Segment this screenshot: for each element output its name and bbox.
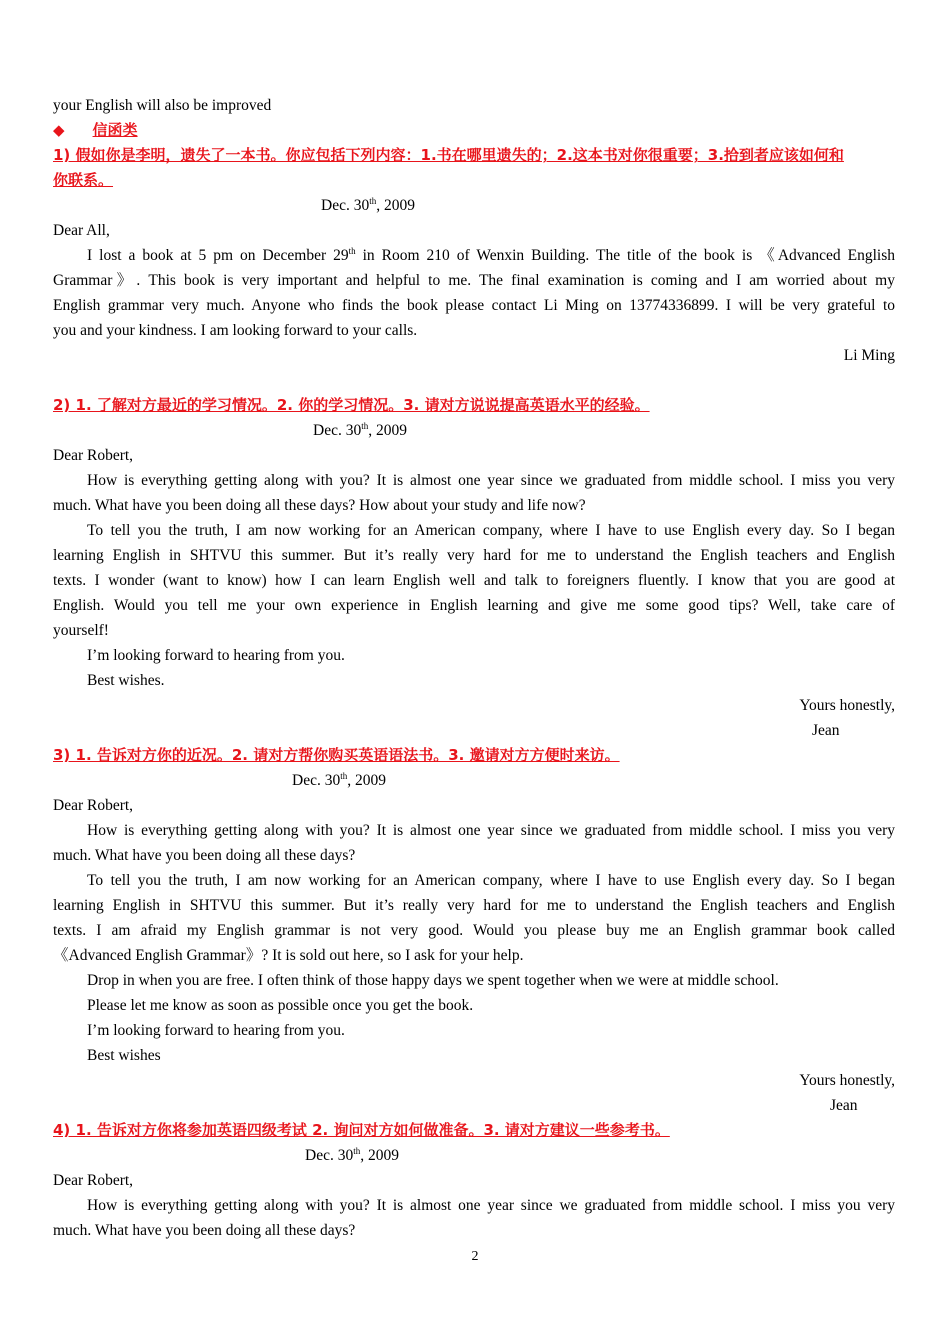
- letter2-paragraph-line: I’m looking forward to hearing from you.: [87, 647, 345, 664]
- section-title: 信函类: [92, 121, 138, 139]
- letter3-paragraph-line: Please let me know as soon as possible once you get the book.: [87, 997, 474, 1014]
- diamond-bullet-icon: ◆: [53, 123, 65, 139]
- letter1-greeting: Dear All,: [53, 222, 110, 239]
- letter2-closing: Best wishes.: [87, 672, 165, 689]
- letter2-greeting: Dear Robert,: [53, 447, 134, 464]
- letter3-closing: Best wishes: [87, 1047, 161, 1064]
- letter1-signature: Li Ming: [843, 347, 895, 364]
- letter4-paragraph-line: How is everything getting along with you? It is almost one year since we graduated from middle school. I miss you very: [87, 1197, 895, 1214]
- letter4-date: Dec. 30th, 2009: [305, 1146, 399, 1164]
- letter1-date: Dec. 30th, 2009: [321, 196, 415, 214]
- letter2-paragraph-line: much. What have you been doing all these days? How about your study and life now?: [53, 497, 586, 514]
- page-number: 2: [471, 1249, 479, 1264]
- document-body: [53, 93, 895, 1243]
- letter2-paragraph-line: texts. I wonder (want to know) how I can learn English well and talk to foreigners fluently. I know that you are good at: [53, 572, 895, 589]
- letter3-paragraph-line: much. What have you been doing all these days?: [53, 847, 356, 864]
- letter2-name: Jean: [812, 722, 840, 739]
- letter2-date: Dec. 30th, 2009: [313, 421, 407, 439]
- letter1-paragraph-line: English grammar very much. Anyone who finds the book please contact Li Ming on 13774336899. I will be very grateful to: [53, 297, 895, 314]
- letter2-sign-off: Yours honestly,: [799, 697, 895, 714]
- letter3-paragraph-line: I’m looking forward to hearing from you.: [87, 1022, 345, 1039]
- letter3-paragraph-line: 《Advanced English Grammar》? It is sold out here, so I ask for your help.: [53, 947, 524, 964]
- letter1-paragraph-line: you and your kindness. I am looking forward to your calls.: [53, 322, 418, 339]
- letter3-paragraph-line: How is everything getting along with you? It is almost one year since we graduated from middle school. I miss you very: [87, 822, 895, 839]
- letter3-paragraph-line: Drop in when you are free. I often think of those happy days we spent together when we were at middle school.: [87, 972, 779, 989]
- letter4-paragraph-line: much. What have you been doing all these days?: [53, 1222, 356, 1239]
- letter3-heading: 3) 1. 告诉对方你的近况。2. 请对方帮你购买英语语法书。3. 邀请对方方便时来访。: [53, 746, 620, 764]
- blank-line: [53, 368, 895, 393]
- letter3-paragraph-line: learning English in SHTVU this summer. But it’s really very hard for me to understand the English teachers and English: [53, 897, 895, 914]
- letter1-paragraph-line: Grammar》. This book is very important and helpful to me. The final examination is coming and I am worried about my: [53, 272, 895, 289]
- letter2-paragraph-line: How is everything getting along with you? It is almost one year since we graduated from middle school. I miss you very: [87, 472, 895, 489]
- section-header: [53, 118, 895, 143]
- letter2-heading: 2) 1. 了解对方最近的学习情况。2. 你的学习情况。3. 请对方说说提高英语水平的经验。: [53, 396, 650, 414]
- letter2-paragraph-line: English. Would you tell me your own experience in English learning and give me some good tips? Well, take care of: [53, 597, 895, 614]
- letter2-paragraph-line: To tell you the truth, I am now working for an American company, where I have to use English every day. So I began: [87, 522, 895, 539]
- letter1-heading-line2: 你联系。: [53, 171, 114, 189]
- letter1-heading-line1: 1) 假如你是李明，遗失了一本书。你应包括下列内容：1.书在哪里遗失的；2.这本书对你很重要；3.拾到者应该如何和: [53, 146, 844, 164]
- letter4-heading: 4) 1. 告诉对方你将参加英语四级考试 2. 询问对方如何做准备。3. 请对方建议一些参考书。: [53, 1121, 670, 1139]
- letter2-paragraph-line: yourself!: [53, 622, 109, 639]
- letter3-date: Dec. 30th, 2009: [292, 771, 386, 789]
- letter1-paragraph-line: I lost a book at 5 pm on December 29th in Room 210 of Wenxin Building. The title of the book is 《Advanced English: [87, 246, 895, 264]
- letter3-name: Jean: [830, 1097, 858, 1114]
- letter3-paragraph-line: To tell you the truth, I am now working for an American company, where I have to use English every day. So I began: [87, 872, 895, 889]
- letter3-sign-off: Yours honestly,: [799, 1072, 895, 1089]
- continued-text: your English will also be improved: [53, 97, 272, 114]
- letter2-paragraph-line: learning English in SHTVU this summer. But it’s really very hard for me to understand the English teachers and English: [53, 547, 895, 564]
- letter3-paragraph-line: texts. I am afraid my English grammar is not very good. Would you please buy me an English grammar book called: [53, 922, 895, 939]
- letter4-greeting: Dear Robert,: [53, 1172, 134, 1189]
- letter3-greeting: Dear Robert,: [53, 797, 134, 814]
